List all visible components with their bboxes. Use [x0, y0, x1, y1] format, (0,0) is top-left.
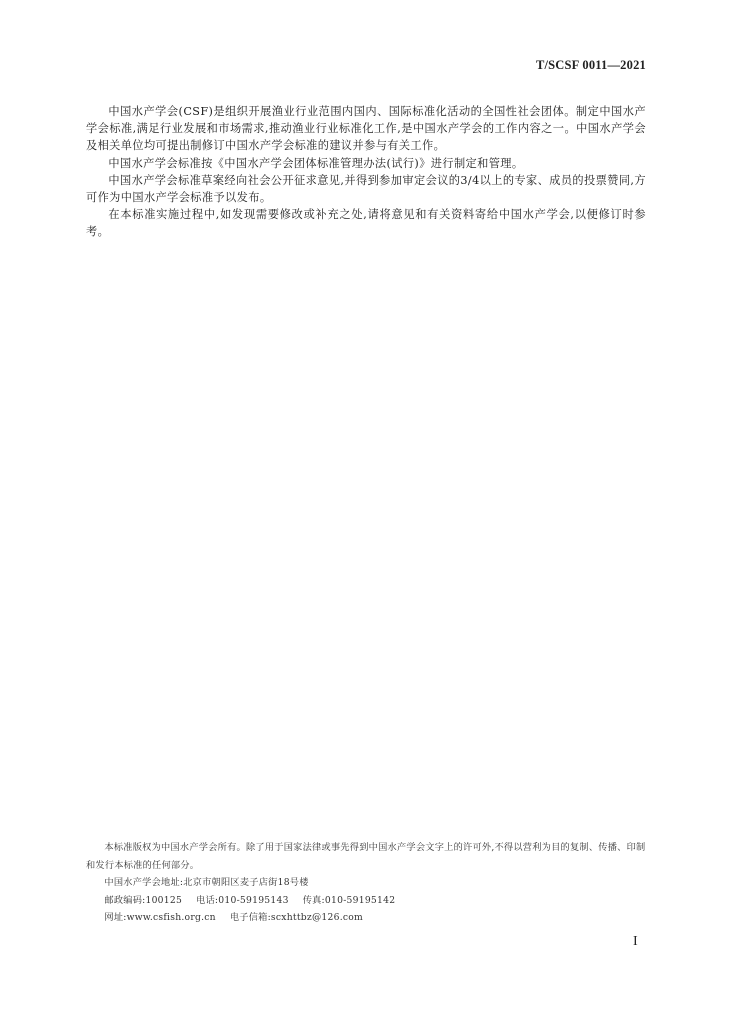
standard-code: T/SCSF 0011—2021 — [535, 58, 646, 72]
postcode-phone-fax-line — [86, 892, 648, 910]
paragraph-feedback: 在本标准实施过程中,如发现需要修改或补充之处,请将意见和有关资料寄给中国水产学会,以便修订时参考。 — [86, 208, 646, 239]
paragraph-management: 中国水产学会标准按《中国水产学会团体标准管理办法(试行)》进行制定和管理。 — [108, 156, 524, 170]
web-email-line — [86, 909, 648, 927]
paragraph-approval: 中国水产学会标准草案经向社会公开征求意见,并得到参加审定会议的3/4以上的专家、成员的投票赞同,方可作为中国水产学会标准予以发布。 — [86, 173, 646, 205]
page-number: I — [633, 934, 638, 949]
paragraph-intro: 中国水产学会(CSF)是组织开展渔业行业范围内国内、国际标准化活动的全国性社会团体。制定中国水产学会标准,满足行业发展和市场需求,推动渔业行业标准化工作,是中国水产学会的工作内容之一。中国水产学会及相关单位均可提出制修订中国水产学会标准的建议并参与有关工作。 — [86, 105, 646, 153]
address-line: 中国水产学会地址:北京市朝阳区麦子店街18号楼 — [104, 877, 309, 888]
body-text — [86, 103, 646, 241]
email-link[interactable]: 电子信箱:scxhttbz@126.com — [229, 912, 364, 923]
copyright-notice: 本标准版权为中国水产学会所有。除了用于国家法律或事先得到中国水产学会文字上的许可外,不得以营利为目的复制、传播、印制和发行本标准的任何部分。 — [86, 842, 646, 871]
fax: 传真:010-59195142 — [302, 894, 396, 906]
postcode: 邮政编码:100125 — [104, 894, 183, 906]
copyright-footer — [86, 839, 648, 927]
phone: 电话:010-59195143 — [196, 894, 289, 906]
website-link[interactable]: 网址:www.csfish.org.cn — [104, 912, 216, 923]
